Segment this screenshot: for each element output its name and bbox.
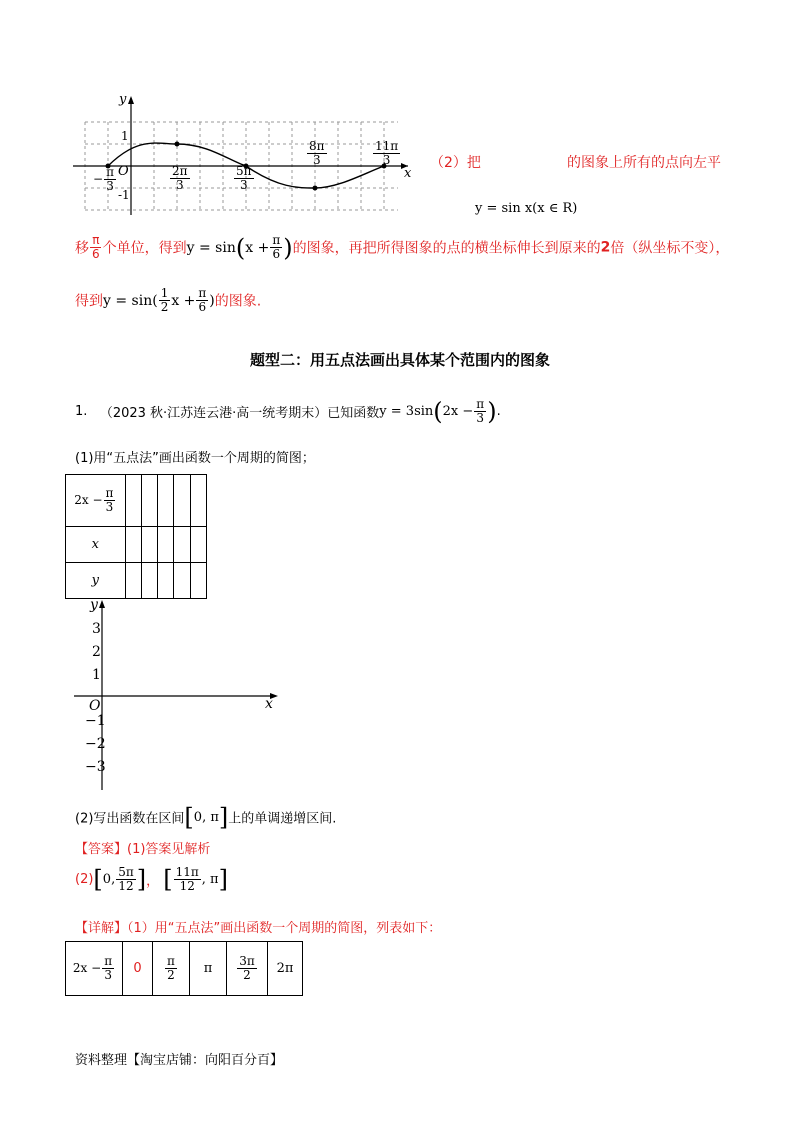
tick-8pi-3: $\frac{8\pi}{3}$ xyxy=(309,139,325,167)
table2-cell-3: $\frac{3\pi}{2}$ xyxy=(227,942,268,996)
question-1: (1)用“五点法”画出函数一个周期的简图； xyxy=(75,451,315,466)
question-2: (2)写出函数在区间[0, π]上的单调递增区间. xyxy=(75,803,337,831)
graph1-y-label: y xyxy=(119,92,127,107)
table2-head: 2x − $\frac{\pi}{3}$ xyxy=(66,942,123,996)
table2-cell-4: 2π xyxy=(268,942,303,996)
answer-2: (2)[0, $\frac{5\pi}{12}$ ]， [ $\frac{11\pi}{12}$ , π] xyxy=(75,865,228,894)
table2-cell-1: $\frac{\pi}{2}$ xyxy=(153,942,190,996)
table2-cell-2: π xyxy=(190,942,227,996)
part2-suffix: 的图象上所有的点向左平 xyxy=(567,155,721,171)
detail-line: 【详解】（1）用“五点法”画出函数一个周期的简图，列表如下： xyxy=(75,921,442,936)
table2-cell-0: 0 xyxy=(123,942,153,996)
tick-neg-pi-3: − $\frac{\pi}{3}$ xyxy=(93,165,114,193)
table1-row-y: y xyxy=(66,563,126,599)
answer-line: 【答案】(1)答案见解析 xyxy=(75,842,211,857)
graph2-x-label: x xyxy=(265,696,273,712)
section-title: 题型二：用五点法画出具体某个范围内的图象 xyxy=(249,351,550,369)
graph1-tick-neg1: -1 xyxy=(118,188,130,202)
graph2-y-label: y xyxy=(90,597,98,613)
graph1-x-label: x xyxy=(404,166,412,181)
tick-11pi-3: $\frac{11\pi}{3}$ xyxy=(375,139,399,167)
graph2-tick-1: 1 xyxy=(92,667,101,683)
line-move: 移 $\frac{\pi}{6}$ 个单位，得到y = sin(x + $\frac{\pi}{6}$ )的图象，再把所得图象的点的横坐标伸长到原来的2倍（纵坐标不变）， xyxy=(75,233,730,262)
tick-2pi-3: $\frac{2\pi}{3}$ xyxy=(172,164,188,192)
line-get: 得到y = sin( $\frac{1}{2}$ x + $\frac{\pi}{6}$ )的图象. xyxy=(75,286,262,314)
graph2-tick-3: 3 xyxy=(92,621,101,637)
table1-head: 2x − $\frac{\pi}{3}$ xyxy=(66,475,126,527)
graph2-tick-neg1: −1 xyxy=(85,713,106,729)
graph2-tick-neg3: −3 xyxy=(85,759,106,775)
problem-statement: 1. （2023 秋·江苏连云港·高一统考期末）已知函数y = 3sin(2x − $\frac{\pi}{3}$ ). xyxy=(75,397,501,426)
graph1-tick-1: 1 xyxy=(121,129,129,143)
five-point-table xyxy=(65,941,303,996)
formula-ysinx: y = sin x(x ∈ R) xyxy=(475,201,578,216)
graph2-tick-neg2: −2 xyxy=(85,736,106,752)
tick-5pi-3: $\frac{5\pi}{3}$ xyxy=(236,164,252,192)
five-point-table-blank xyxy=(65,474,207,599)
table1-row-x: x xyxy=(66,527,126,563)
graph1-origin: O xyxy=(118,164,129,179)
graph2-origin: O xyxy=(89,698,101,714)
part2-label: （2）把 xyxy=(430,155,481,171)
footer: 资料整理【淘宝店铺：向阳百分百】 xyxy=(75,1053,284,1068)
graph2-tick-2: 2 xyxy=(92,644,101,660)
